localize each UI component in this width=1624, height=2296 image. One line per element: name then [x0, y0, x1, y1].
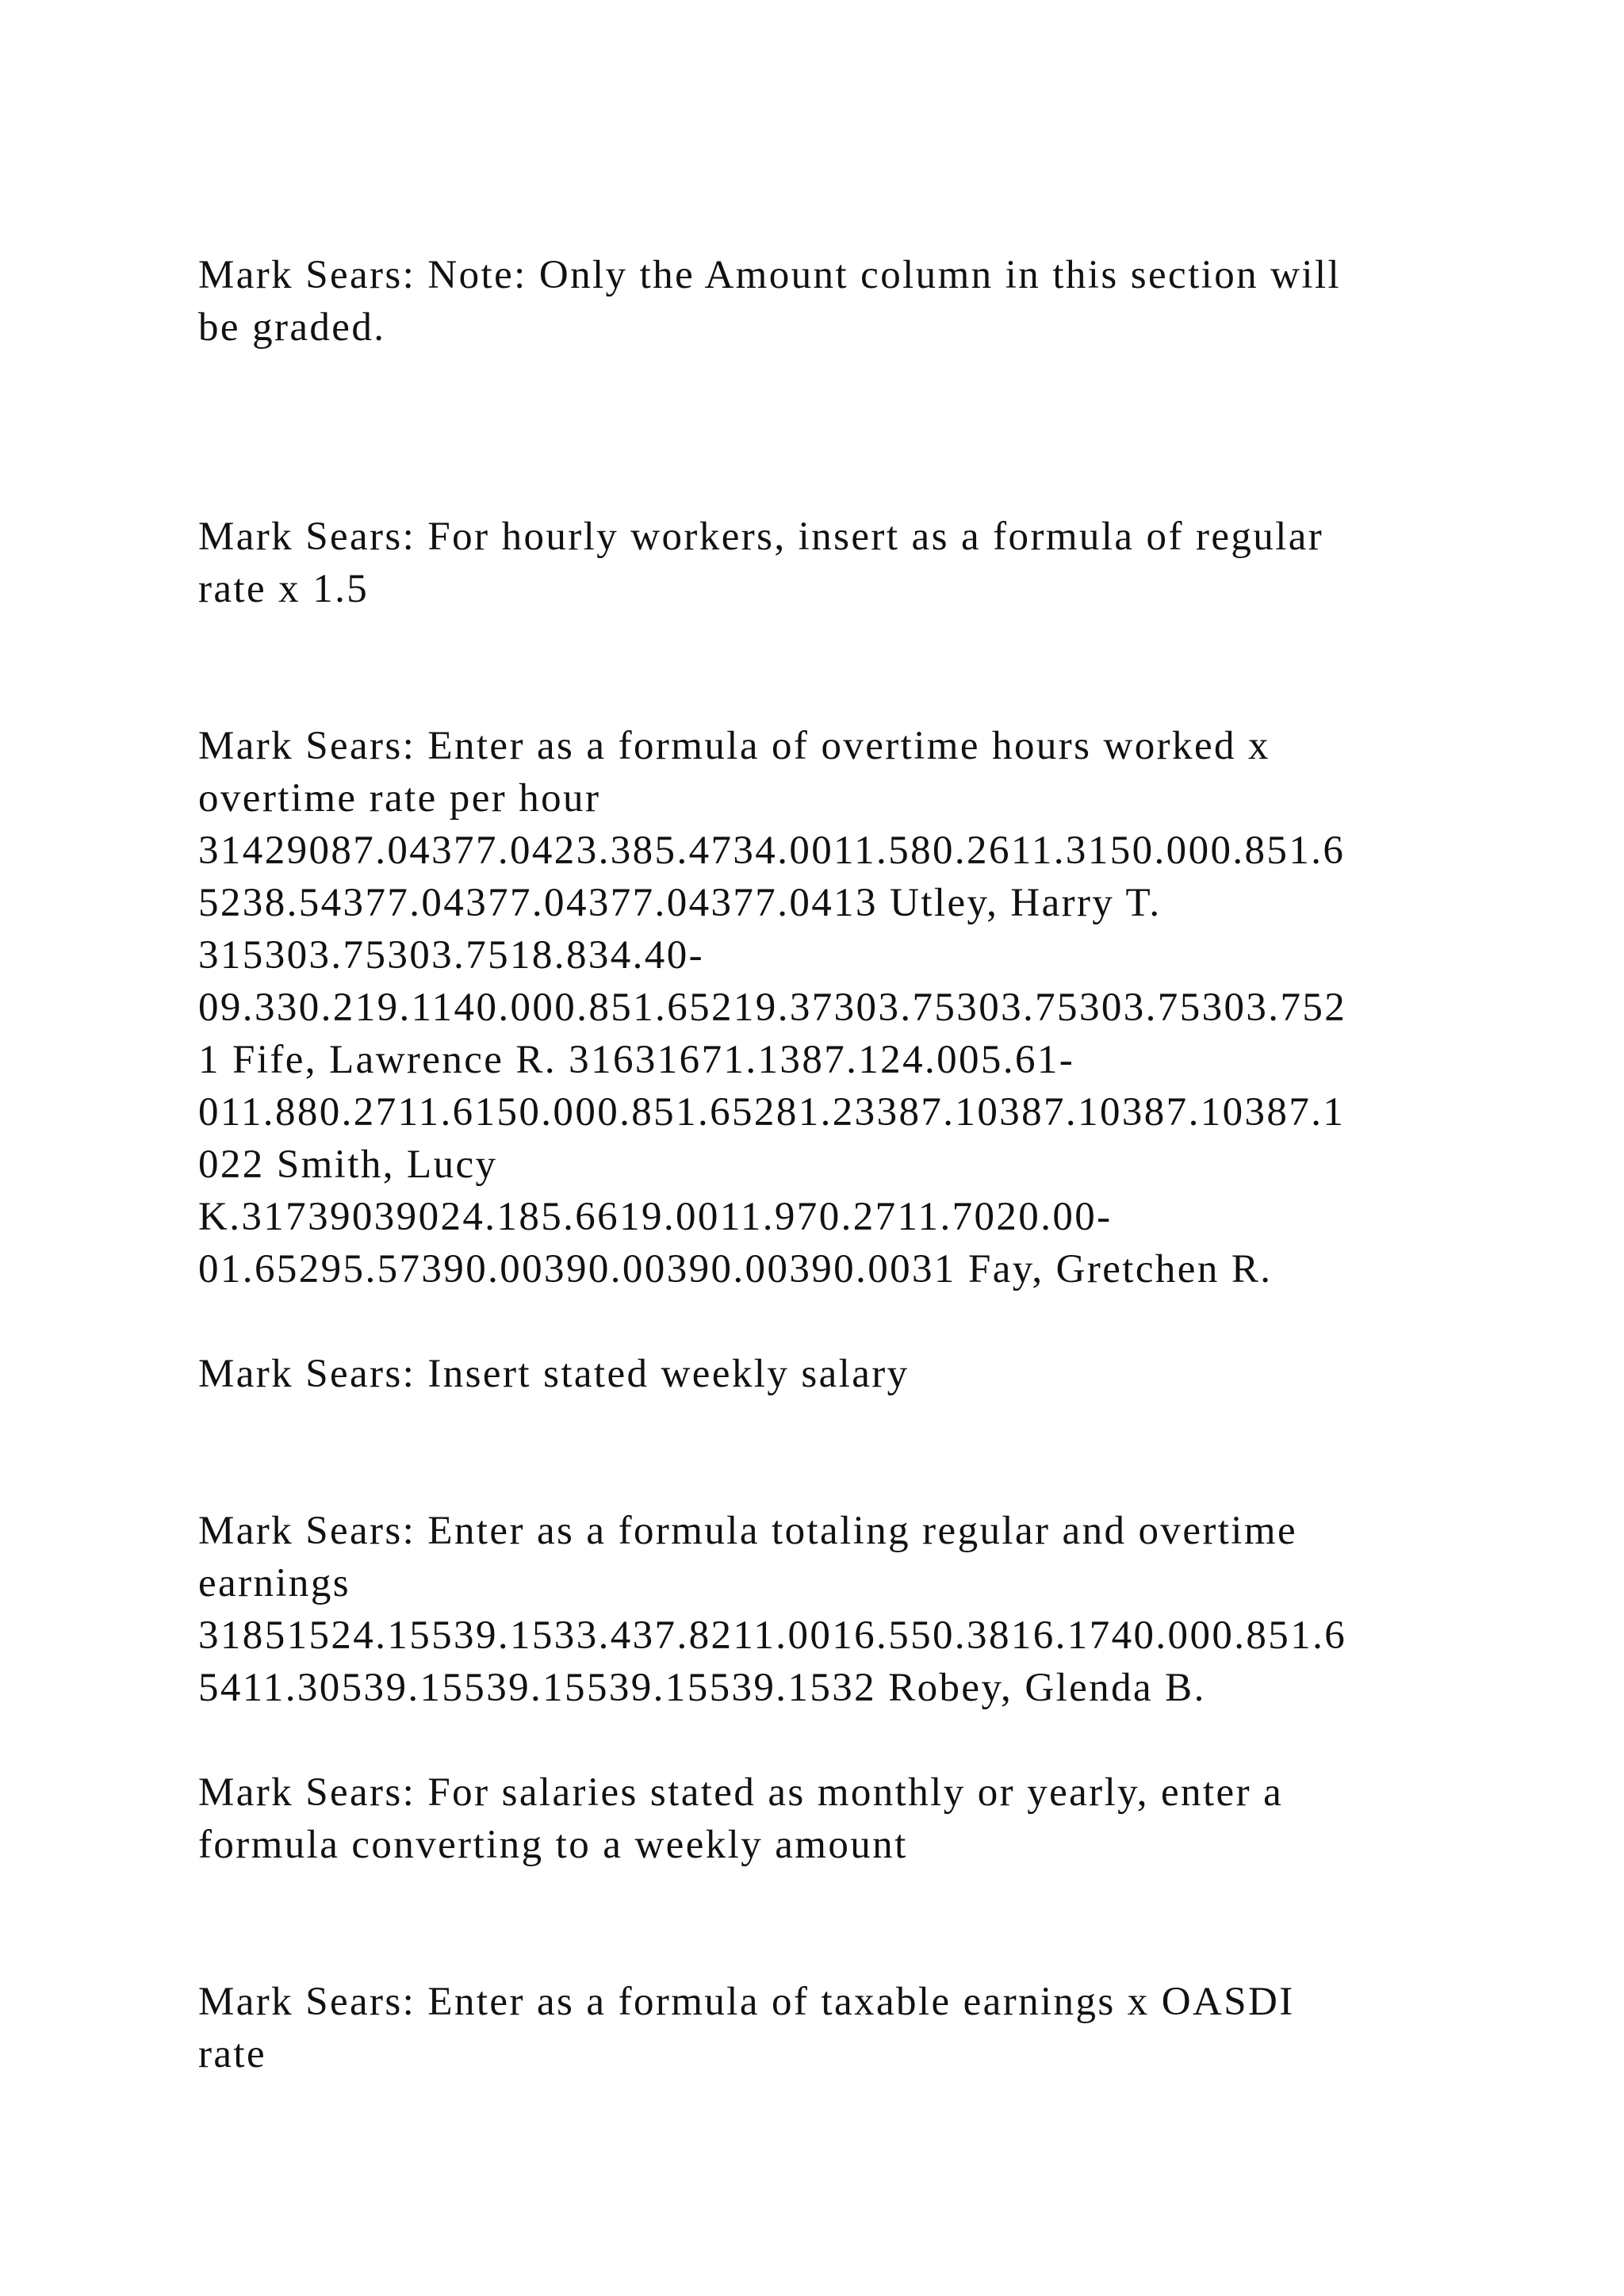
comment-salary-conversion-cont: formula converting to a weekly amount [198, 1823, 908, 1867]
data-line: 022 Smith, Lucy [198, 1142, 498, 1187]
data-line: K.31739039024.185.6619.0011.970.2711.7020.00- [198, 1195, 1113, 1239]
comment-amount-note: Mark Sears: Note: Only the Amount column in this section will [198, 253, 1342, 297]
comment-weekly-salary: Mark Sears: Insert stated weekly salary [198, 1352, 910, 1396]
data-line: 31851524.15539.1533.437.8211.0016.550.3816.1740.000.851.6 [198, 1613, 1347, 1658]
comment-salary-conversion: Mark Sears: For salaries stated as monthly or yearly, enter a [198, 1770, 1284, 1815]
data-line: 011.880.2711.6150.000.851.65281.23387.10387.10387.10387.1 [198, 1090, 1346, 1135]
comment-total-earnings: Mark Sears: Enter as a formula totaling regular and overtime [198, 1509, 1297, 1553]
data-line: 31429087.04377.0423.385.4734.0011.580.2611.3150.000.851.6 [198, 828, 1346, 873]
data-line: 5238.54377.04377.04377.04377.0413 Utley, Harry T. [198, 881, 1162, 925]
comment-overtime-formula: Mark Sears: Enter as a formula of overtime hours worked x [198, 724, 1270, 768]
comment-total-earnings-cont: earnings [198, 1561, 350, 1605]
comment-oasdi-formula-cont: rate [198, 2032, 267, 2076]
comment-amount-note-cont: be graded. [198, 305, 386, 350]
data-line: 01.65295.57390.00390.00390.00390.0031 Fay, Gretchen R. [198, 1247, 1273, 1292]
data-line: 09.330.219.1140.000.851.65219.37303.75303.75303.75303.752 [198, 985, 1347, 1030]
data-line: 315303.75303.7518.834.40- [198, 933, 704, 978]
comment-oasdi-formula: Mark Sears: Enter as a formula of taxable earnings x OASDI [198, 1980, 1295, 2024]
comment-hourly-rate: Mark Sears: For hourly workers, insert as a formula of regular [198, 515, 1324, 559]
comment-overtime-formula-cont: overtime rate per hour [198, 776, 601, 821]
data-line: 5411.30539.15539.15539.15539.1532 Robey, Glenda B. [198, 1666, 1206, 1710]
data-line: 1 Fife, Lawrence R. 31631671.1387.124.005.61- [198, 1038, 1075, 1082]
comment-hourly-rate-cont: rate x 1.5 [198, 567, 370, 611]
